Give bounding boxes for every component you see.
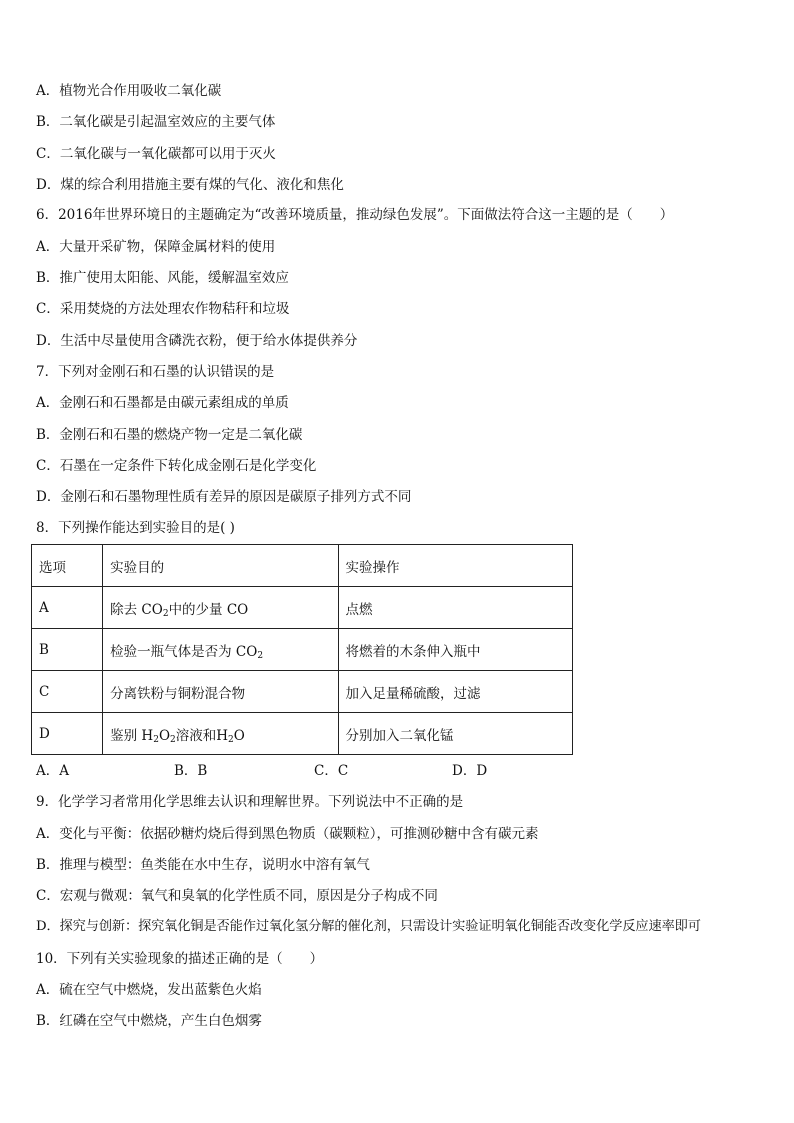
q9-option-c: C．宏观与微观：氧气和臭氧的化学性质不同，原因是分子构成不同 [36,888,438,904]
row-a-purpose-sub: 2 [162,608,169,619]
row-a-purpose [103,587,338,629]
q5-option-c: C．二氧化碳与一氧化碳都可以用于灭火 [36,146,276,162]
q7-option-c: C．石墨在一定条件下转化成金刚石是化学变化 [36,458,317,474]
q7-option-d: D．金刚石和石墨物理性质有差异的原因是碳原子排列方式不同 [36,489,412,505]
q8-table [31,544,573,755]
row-b-purpose-text: 检验一瓶气体是否为 CO [110,643,258,660]
row-d-purpose-sub1: 2 [153,734,159,745]
table-header-option: 选项 [32,545,103,587]
q7-stem: 7．下列对金刚石和石墨的认识错误的是 [36,364,275,380]
table-row [32,671,573,713]
row-b-operation: 将燃着的木条伸入瓶中 [338,629,572,671]
q9-option-d: D．探究与创新：探究氧化铜是否能作过氧化氢分解的催化剂，只需设计实验证明氧化铜能否改变化学反应速率即可 [36,919,701,934]
q8-choice-a: A．A [36,763,69,779]
q7-option-a: A．金刚石和石墨都是由碳元素组成的单质 [36,395,289,411]
table-header-operation: 实验操作 [338,545,572,587]
table-row [32,713,573,755]
q8-choice-b: B．B [174,763,208,779]
q9-stem: 9．化学学习者常用化学思维去认识和理解世界。下列说法中不正确的是 [36,794,464,810]
row-d-purpose-end: O [233,727,245,744]
row-d-option: D [32,713,103,755]
table-row [32,629,573,671]
row-a-purpose-text: 除去 CO [110,601,163,618]
q8-choices [36,762,556,780]
q10-option-a: A．硫在空气中燃烧，发出蓝紫色火焰 [36,982,262,998]
row-b-purpose-sub: 2 [257,650,264,661]
q9-option-b: B．推理与模型：鱼类能在水中生存，说明水中溶有氧气 [36,857,370,873]
row-a-purpose-rest: 中的少量 CO [168,601,249,618]
row-d-purpose-mid: O [158,727,171,744]
row-c-option: C [32,671,103,713]
q5-option-b: B．二氧化碳是引起温室效应的主要气体 [36,114,276,130]
q6-stem: 6．2016年世界环境日的主题确定为“改善环境质量，推动绿色发展”。下面做法符合这一主题的是（ ） [36,207,674,223]
table-row [32,587,573,629]
row-d-purpose-post: 溶液和H [175,727,229,744]
q5-option-d: D．煤的综合利用措施主要有煤的气化、液化和焦化 [36,177,344,193]
row-d-purpose-sub3: 2 [228,734,234,745]
q8-choice-c: C．C [314,763,349,779]
q7-option-b: B．金刚石和石墨的燃烧产物一定是二氧化碳 [36,427,303,443]
q6-option-c: C．采用焚烧的方法处理农作物秸秆和垃圾 [36,301,290,317]
row-b-purpose [103,629,338,671]
q10-stem: 10．下列有关实验现象的描述正确的是（ ） [36,951,324,967]
q8-stem: 8．下列操作能达到实验目的是( ) [36,520,235,536]
row-c-operation: 加入足量稀硫酸，过滤 [338,671,572,713]
q6-option-d: D．生活中尽量使用含磷洗衣粉，便于给水体提供养分 [36,333,358,349]
row-c-purpose: 分离铁粉与铜粉混合物 [103,671,338,713]
table-header-purpose: 实验目的 [103,545,338,587]
q9-option-a: A．变化与平衡：依据砂糖灼烧后得到黑色物质（碳颗粒），可推测砂糖中含有碳元素 [36,826,539,842]
row-d-purpose-sub2: 2 [170,734,176,745]
row-d-purpose-text: 鉴别 H [110,727,154,744]
q10-option-b: B．红磷在空气中燃烧，产生白色烟雾 [36,1013,262,1029]
row-a-option: A [32,587,103,629]
row-d-purpose [103,713,338,755]
q6-option-a: A．大量开采矿物，保障金属材料的使用 [36,239,276,255]
row-d-operation: 分别加入二氧化锰 [338,713,572,755]
row-b-option: B [32,629,103,671]
q6-option-b: B．推广使用太阳能、风能，缓解温室效应 [36,270,289,286]
q5-option-a: A．植物光合作用吸收二氧化碳 [36,83,222,99]
row-a-operation: 点燃 [338,587,572,629]
q8-choice-d: D．D [452,763,488,779]
table-header-row [32,545,573,587]
